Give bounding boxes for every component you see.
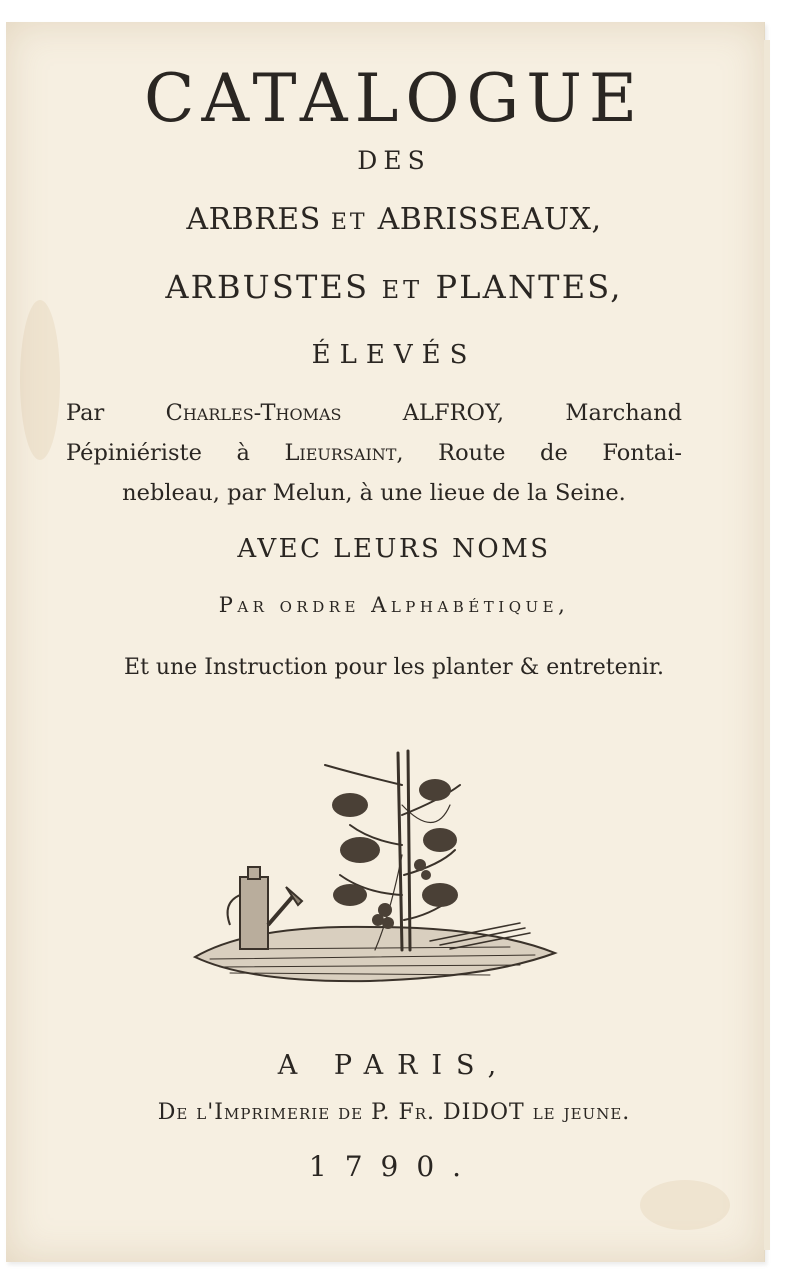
place-name: Lieursaint, [284, 440, 404, 466]
avec-noms-heading: AVEC LEURS NOMS [237, 534, 551, 564]
arbustes-text: ARBUSTES [165, 268, 370, 306]
author-name: Charles-Thomas [165, 400, 342, 426]
imprint-year: 1790. [308, 1150, 480, 1183]
author-surname: ALFROY, [402, 400, 505, 426]
printer-line [0, 1100, 788, 1125]
author-line-2 [66, 440, 682, 466]
paper-stain [640, 1180, 730, 1230]
printer-name: DIDOT [443, 1100, 525, 1125]
par-text: Par [66, 400, 105, 426]
author-line-3: nebleau, par Melun, à une lieue de la Seine. [122, 480, 626, 506]
route-text: Route de Fontai- [438, 440, 683, 466]
catalogue-title: CATALOGUE [143, 60, 645, 137]
woodcut-vignette [190, 745, 560, 995]
imprint-city: A PARIS, [277, 1050, 511, 1081]
title-line-arbres [0, 202, 788, 237]
title-line-arbustes [0, 268, 788, 306]
paper-stain [20, 300, 60, 460]
abrisseaux-text: ABRISSEAUX, [377, 202, 602, 237]
title-des: DES [357, 146, 431, 175]
et-text: ET [381, 276, 424, 304]
plantes-text: PLANTES, [435, 268, 623, 306]
instruction-line: Et une Instruction pour les planter & entretenir. [124, 655, 664, 680]
author-line-1 [66, 400, 682, 426]
pepinieriste-text: Pépiniériste à [66, 440, 250, 466]
arbres-text: ARBRES [186, 202, 321, 237]
marchand-text: Marchand [565, 400, 683, 426]
ordre-heading: Par ordre Alphabétique, [218, 593, 570, 617]
eleves-heading: ÉLEVÉS [311, 340, 477, 370]
imprimerie-text: De l'Imprimerie de P. Fr. [157, 1100, 435, 1125]
et-text: ET [330, 210, 368, 235]
le-jeune-text: le jeune. [532, 1100, 631, 1125]
